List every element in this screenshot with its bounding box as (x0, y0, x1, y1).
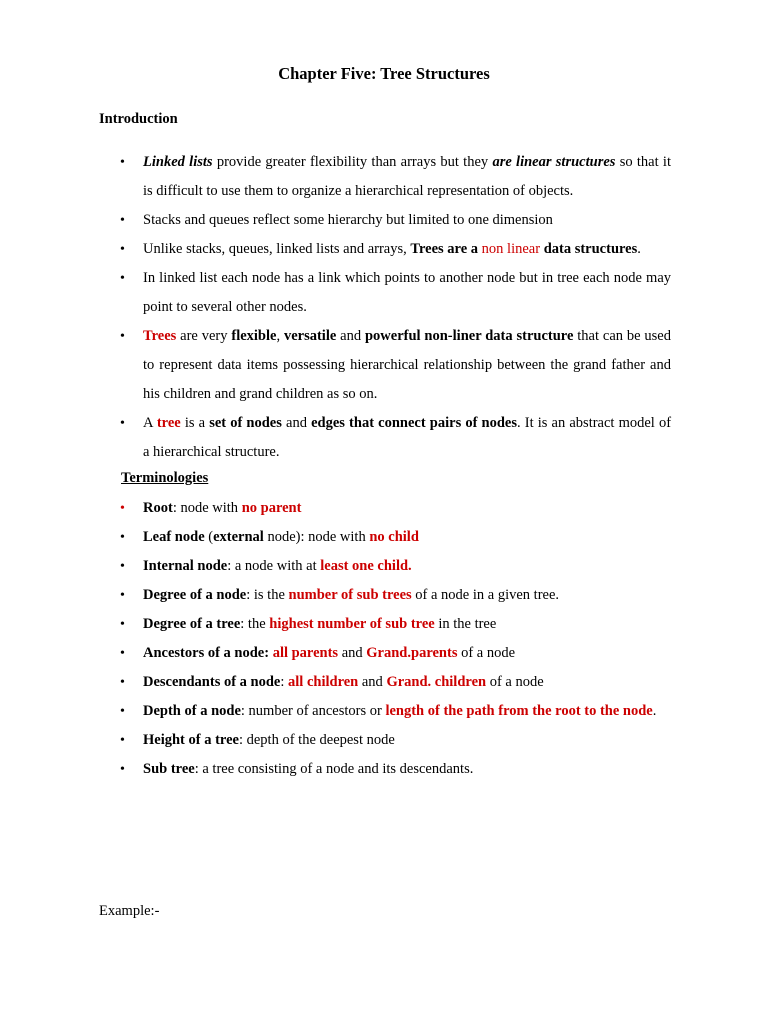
list-item (120, 697, 671, 726)
item-text: . (637, 241, 641, 257)
item-text: ( (204, 529, 214, 545)
list-item (120, 610, 671, 639)
list-item (120, 494, 671, 523)
item-text: flexible (231, 328, 277, 344)
item-text: versatile (283, 328, 337, 344)
term-name: Sub tree (143, 761, 195, 777)
item-text: : a node with at (227, 558, 321, 574)
item-text: Trees are a (410, 241, 482, 257)
list-item (120, 552, 671, 581)
item-text: in the tree (434, 616, 497, 632)
list-item (120, 523, 671, 552)
list-item (120, 409, 672, 467)
item-text: node): node with (263, 529, 370, 545)
item-text: : (280, 674, 289, 690)
item-text: highest number of sub tree (269, 616, 435, 632)
item-text: of a node (457, 645, 516, 661)
term-name: Height of a tree (143, 732, 239, 748)
bullet-icon: • (120, 530, 125, 545)
bullet-icon: • (120, 416, 125, 431)
item-text: least one child. (320, 558, 412, 574)
introduction-list (120, 148, 672, 467)
item-text: all parents (272, 645, 339, 661)
terminologies-heading: Terminologies (121, 470, 209, 486)
term-name: Leaf node (143, 529, 205, 545)
bullet-icon: • (120, 213, 125, 228)
item-text: Stacks and queues reflect some hierarchy but limited to one dimension (143, 212, 553, 228)
item-text: data structures (540, 241, 638, 257)
introduction-heading: Introduction (99, 111, 178, 127)
bullet-icon: • (120, 271, 125, 286)
item-text: . (652, 703, 657, 719)
item-text: so that it is difficult to use them to organize a hierarchical representation of objects. (143, 154, 671, 199)
page-title: Chapter Five: Tree Structures (278, 64, 490, 83)
item-text: of a node (486, 674, 544, 690)
item-text: number of sub trees (288, 587, 412, 603)
bullet-icon: • (120, 559, 125, 574)
item-text: tree (156, 415, 181, 431)
item-text: that can be used to represent data items possessing hierarchical relationship between the grand father and his children and grand children as so on. (143, 328, 671, 402)
item-text: : is the (246, 587, 289, 603)
item-text: no child (369, 529, 419, 545)
list-item (120, 639, 671, 668)
item-text: Grand. children (386, 674, 487, 690)
item-text: In linked list each node has a link which points to another node but in tree each node may point to several other nodes. (143, 270, 671, 315)
item-text: : a tree consisting of a node and its descendants. (194, 761, 474, 777)
item-text: Trees (143, 328, 177, 344)
term-name: Degree of a tree (143, 616, 241, 632)
item-text: provide greater flexibility than arrays but they (212, 154, 493, 170)
item-text: non linear (481, 241, 541, 257)
item-text: : depth of the deepest node (238, 732, 395, 748)
example-label: Example:- (99, 903, 160, 919)
item-text: powerful non-liner data structure (364, 328, 574, 344)
item-text: : node with (172, 500, 242, 516)
item-text: no parent (241, 500, 302, 516)
bullet-icon: • (120, 617, 125, 632)
item-text: is a (180, 415, 210, 431)
bullet-icon: • (120, 704, 125, 719)
bullet-icon: • (120, 329, 125, 344)
item-text: , (276, 328, 284, 344)
term-name: Degree of a node (143, 587, 247, 603)
item-text: are linear structures (492, 154, 616, 170)
bullet-icon: • (120, 242, 125, 257)
bullet-icon: • (120, 762, 125, 777)
bullet-icon: • (120, 675, 125, 690)
list-item (120, 668, 671, 697)
item-text: of a node in a given tree. (411, 587, 560, 603)
item-text: Unlike stacks, queues, linked lists and arrays, (143, 241, 411, 257)
term-name: Root (143, 500, 173, 516)
list-item (120, 581, 671, 610)
list-item (120, 206, 671, 235)
list-item (120, 726, 671, 755)
list-item (120, 755, 671, 784)
bullet-icon: • (120, 733, 125, 748)
bullet-icon: • (120, 155, 125, 170)
terminologies-list (120, 494, 671, 784)
term-name: Internal node (143, 558, 228, 574)
bullet-icon: • (120, 588, 125, 603)
item-text: and (338, 645, 367, 661)
item-text: Grand.parents (366, 645, 458, 661)
term-name: Descendants of a node (143, 674, 281, 690)
list-item (120, 322, 671, 409)
item-text: edges that connect pairs of nodes (311, 415, 518, 431)
item-text: all children (288, 674, 359, 690)
list-item (120, 148, 671, 206)
item-text: : the (240, 616, 270, 632)
item-text: A (143, 415, 157, 431)
item-text: are very (176, 328, 232, 344)
item-text: and (281, 415, 312, 431)
bullet-icon: • (120, 501, 125, 516)
item-text: length of the path from the root to the node (385, 703, 653, 719)
term-name: Ancestors of a node: (143, 645, 270, 661)
list-item (120, 264, 671, 322)
item-text: set of nodes (209, 415, 282, 431)
list-item (120, 235, 671, 264)
item-text: : number of ancestors or (240, 703, 386, 719)
item-text: and (336, 328, 365, 344)
item-text: Linked lists (143, 154, 213, 170)
term-name: Depth of a node (143, 703, 241, 719)
item-text: and (358, 674, 387, 690)
item-text: external (213, 529, 264, 545)
item-text: . It is an abstract model of a hierarchical structure. (143, 415, 672, 460)
bullet-icon: • (120, 646, 125, 661)
